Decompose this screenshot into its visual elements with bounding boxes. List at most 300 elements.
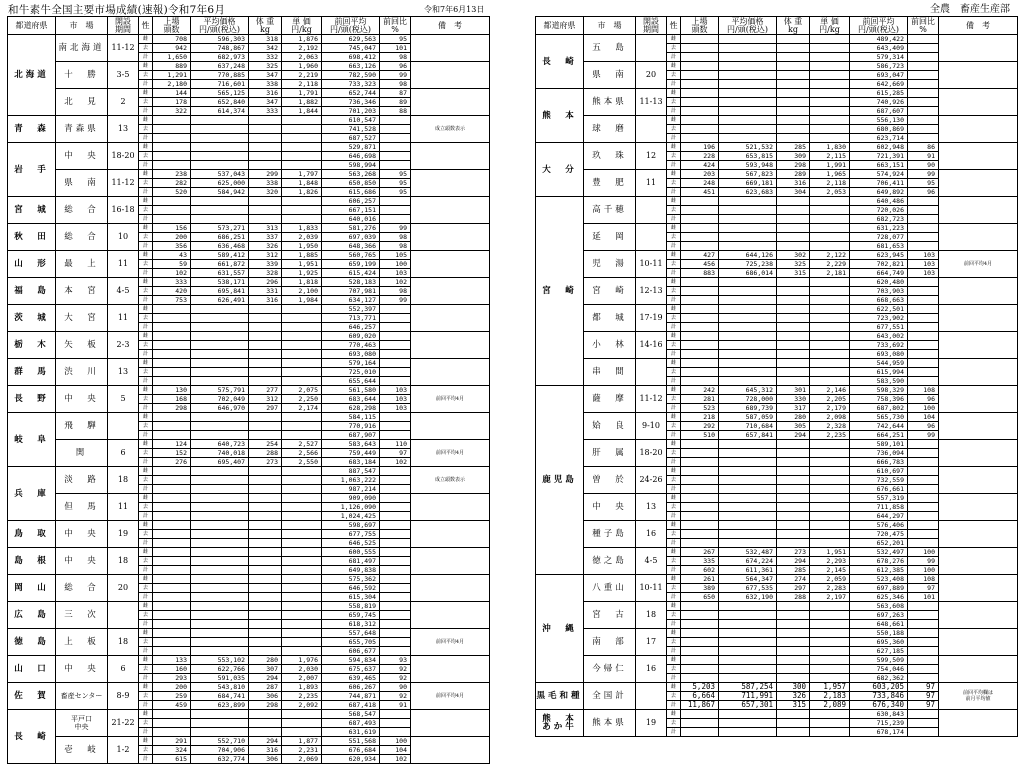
- unit-price-cell: [282, 134, 322, 143]
- ratio-cell: [908, 530, 939, 539]
- column-header: 備 考: [411, 17, 490, 35]
- weight-cell: [249, 350, 282, 359]
- prev-avg-cell: 631,223: [850, 224, 908, 233]
- weight-cell: [777, 539, 810, 548]
- prev-avg-cell: 625,346: [850, 593, 908, 602]
- avg-price-cell: [191, 494, 249, 503]
- head-count-cell: 6,664: [681, 692, 719, 701]
- prefecture-cell: 宮 城: [8, 197, 56, 224]
- prefecture-cell: 山 口: [8, 656, 56, 683]
- market-cell: 八重山: [584, 575, 636, 602]
- weight-cell: [777, 305, 810, 314]
- weight-cell: 294: [249, 674, 282, 683]
- page-title: 和牛素牛全国主要市場成績(速報)令和7年6月: [8, 4, 226, 16]
- sex-cell: 雌: [139, 332, 153, 341]
- ratio-cell: 93: [380, 656, 411, 665]
- table-row: [536, 656, 1018, 665]
- prev-avg-cell: 609,020: [322, 332, 380, 341]
- remarks-cell: [939, 386, 1018, 413]
- ratio-cell: 88: [380, 107, 411, 116]
- table-row: [8, 332, 490, 341]
- unit-price-cell: [810, 71, 850, 80]
- unit-price-cell: [282, 476, 322, 485]
- unit-price-cell: [810, 638, 850, 647]
- sex-cell: 去: [667, 314, 681, 323]
- market-cell: 飛 騨: [56, 413, 108, 440]
- head-count-cell: 427: [681, 251, 719, 260]
- sex-cell: 計: [139, 647, 153, 656]
- ratio-cell: [908, 62, 939, 71]
- days-cell: [108, 602, 139, 629]
- weight-cell: 313: [249, 224, 282, 233]
- ratio-cell: [380, 710, 411, 719]
- column-header: 単 価 円/kg: [282, 17, 322, 35]
- avg-price-cell: 623,899: [191, 701, 249, 710]
- ratio-cell: 98: [380, 233, 411, 242]
- head-count-cell: [153, 368, 191, 377]
- prefecture-cell: 広 島: [8, 602, 56, 629]
- sex-cell: 去: [139, 98, 153, 107]
- unit-price-cell: [810, 242, 850, 251]
- sex-cell: 計: [667, 485, 681, 494]
- weight-cell: 317: [777, 404, 810, 413]
- unit-price-cell: 2,181: [810, 269, 850, 278]
- prefecture-cell: 群 馬: [8, 359, 56, 386]
- ratio-cell: [908, 620, 939, 629]
- head-count-cell: 156: [153, 224, 191, 233]
- prev-avg-cell: 663,126: [322, 62, 380, 71]
- sex-cell: 雌: [139, 197, 153, 206]
- unit-price-cell: 1,877: [282, 737, 322, 746]
- prev-avg-cell: 732,559: [850, 476, 908, 485]
- avg-price-cell: 591,035: [191, 674, 249, 683]
- unit-price-cell: 1,830: [810, 143, 850, 152]
- sex-cell: 雌: [139, 89, 153, 98]
- avg-price-cell: [191, 557, 249, 566]
- sex-cell: 雌: [139, 548, 153, 557]
- unit-price-cell: 2,007: [282, 674, 322, 683]
- weight-cell: [249, 431, 282, 440]
- sex-cell: 計: [667, 215, 681, 224]
- prev-avg-cell: 529,871: [322, 143, 380, 152]
- ratio-cell: 97: [380, 449, 411, 458]
- prefecture-cell: 岩 手: [8, 143, 56, 197]
- weight-cell: [777, 341, 810, 350]
- head-count-cell: 144: [153, 89, 191, 98]
- prev-avg-cell: 681,497: [322, 557, 380, 566]
- prev-avg-cell: 628,298: [322, 404, 380, 413]
- market-cell: 玖 珠: [584, 143, 636, 170]
- avg-price-cell: [191, 431, 249, 440]
- weight-cell: [249, 332, 282, 341]
- head-count-cell: [153, 485, 191, 494]
- avg-price-cell: 532,487: [719, 548, 777, 557]
- avg-price-cell: 623,683: [719, 188, 777, 197]
- head-count-cell: [681, 134, 719, 143]
- head-count-cell: 218: [681, 413, 719, 422]
- head-count-cell: [681, 485, 719, 494]
- column-header: 性: [139, 17, 153, 35]
- head-count-cell: 389: [681, 584, 719, 593]
- sex-cell: 去: [667, 98, 681, 107]
- weight-cell: [249, 323, 282, 332]
- unit-price-cell: [810, 215, 850, 224]
- unit-price-cell: 2,146: [810, 386, 850, 395]
- weight-cell: [777, 44, 810, 53]
- weight-cell: [249, 593, 282, 602]
- avg-price-cell: 622,766: [191, 665, 249, 674]
- unit-price-cell: [282, 467, 322, 476]
- days-cell: 18-20: [636, 440, 667, 467]
- weight-cell: [249, 125, 282, 134]
- head-count-cell: [681, 638, 719, 647]
- weight-cell: [777, 89, 810, 98]
- unit-price-cell: [810, 377, 850, 386]
- avg-price-cell: 521,532: [719, 143, 777, 152]
- weight-cell: [777, 134, 810, 143]
- prev-avg-cell: 575,362: [322, 575, 380, 584]
- ratio-cell: 96: [908, 422, 939, 431]
- avg-price-cell: [191, 485, 249, 494]
- head-count-cell: [153, 521, 191, 530]
- market-cell: 南北海道: [56, 35, 108, 62]
- ratio-cell: [908, 710, 939, 719]
- prev-avg-cell: 620,934: [322, 755, 380, 764]
- sex-cell: 去: [139, 71, 153, 80]
- column-header: 単 価 円/kg: [810, 17, 850, 35]
- unit-price-cell: 2,039: [282, 233, 322, 242]
- head-count-cell: [681, 665, 719, 674]
- sex-cell: 去: [667, 503, 681, 512]
- sex-cell: 去: [667, 206, 681, 215]
- head-count-cell: 424: [681, 161, 719, 170]
- head-count-cell: [681, 494, 719, 503]
- ratio-cell: [380, 431, 411, 440]
- right-table-panel: [535, 16, 1018, 737]
- weight-cell: 318: [249, 35, 282, 44]
- sex-cell: 去: [139, 314, 153, 323]
- weight-cell: [249, 710, 282, 719]
- avg-price-cell: 631,557: [191, 269, 249, 278]
- ratio-cell: 102: [380, 755, 411, 764]
- ratio-cell: [908, 44, 939, 53]
- head-count-cell: 322: [153, 107, 191, 116]
- avg-price-cell: 653,815: [719, 152, 777, 161]
- prev-avg-cell: 552,397: [322, 305, 380, 314]
- head-count-cell: [681, 341, 719, 350]
- sex-cell: 計: [139, 593, 153, 602]
- weight-cell: 332: [249, 53, 282, 62]
- prev-avg-cell: 659,745: [322, 611, 380, 620]
- avg-price-cell: [719, 35, 777, 44]
- days-cell: 11: [108, 251, 139, 278]
- head-count-cell: [681, 611, 719, 620]
- weight-cell: [249, 728, 282, 737]
- ratio-cell: [380, 152, 411, 161]
- head-count-cell: [681, 89, 719, 98]
- avg-price-cell: 652,840: [191, 98, 249, 107]
- weight-cell: [777, 98, 810, 107]
- prev-avg-cell: 664,749: [850, 269, 908, 278]
- prev-avg-cell: 581,276: [322, 224, 380, 233]
- sex-cell: 去: [667, 449, 681, 458]
- head-count-cell: [681, 332, 719, 341]
- avg-price-cell: [191, 422, 249, 431]
- days-cell: 16: [636, 656, 667, 683]
- sex-cell: 計: [139, 566, 153, 575]
- prev-avg-cell: 602,948: [850, 143, 908, 152]
- prev-avg-cell: 568,547: [322, 710, 380, 719]
- sex-cell: 計: [139, 161, 153, 170]
- unit-price-cell: [282, 341, 322, 350]
- ratio-cell: [380, 143, 411, 152]
- head-count-cell: 168: [153, 395, 191, 404]
- avg-price-cell: 644,126: [719, 251, 777, 260]
- avg-price-cell: [719, 287, 777, 296]
- ratio-cell: 92: [380, 665, 411, 674]
- sex-cell: 去: [139, 125, 153, 134]
- market-cell: 総 合: [56, 224, 108, 251]
- prefecture-cell: 長 崎: [8, 710, 56, 764]
- days-cell: 8-9: [108, 683, 139, 710]
- weight-cell: [777, 323, 810, 332]
- avg-price-cell: [719, 602, 777, 611]
- prev-avg-cell: 742,644: [850, 422, 908, 431]
- market-cell: 大 宮: [56, 305, 108, 332]
- avg-price-cell: [191, 134, 249, 143]
- ratio-cell: [380, 215, 411, 224]
- ratio-cell: [380, 323, 411, 332]
- prefecture-cell: 青 森: [8, 116, 56, 143]
- ratio-cell: [908, 53, 939, 62]
- sex-cell: 計: [667, 188, 681, 197]
- head-count-cell: 242: [681, 386, 719, 395]
- unit-price-cell: [282, 710, 322, 719]
- days-cell: 11: [108, 494, 139, 521]
- prev-avg-cell: 606,677: [322, 647, 380, 656]
- head-count-cell: [681, 539, 719, 548]
- ratio-cell: [380, 332, 411, 341]
- remarks-cell: 前回平均4月: [411, 683, 490, 710]
- head-count-cell: 708: [153, 35, 191, 44]
- column-header: 市 場: [56, 17, 108, 35]
- ratio-cell: [380, 566, 411, 575]
- sex-cell: 雌: [667, 35, 681, 44]
- head-count-cell: 200: [153, 683, 191, 692]
- table-row: [536, 467, 1018, 476]
- weight-cell: 301: [777, 386, 810, 395]
- unit-price-cell: [810, 674, 850, 683]
- avg-price-cell: [719, 206, 777, 215]
- prev-avg-cell: 586,723: [850, 62, 908, 71]
- unit-price-cell: [810, 647, 850, 656]
- sex-cell: 雌: [667, 494, 681, 503]
- weight-cell: [249, 314, 282, 323]
- head-count-cell: [153, 323, 191, 332]
- head-count-cell: [681, 197, 719, 206]
- weight-cell: [777, 503, 810, 512]
- unit-price-cell: 1,960: [282, 62, 322, 71]
- prev-avg-cell: 687,493: [322, 719, 380, 728]
- prev-avg-cell: 655,644: [322, 377, 380, 386]
- avg-price-cell: [719, 485, 777, 494]
- unit-price-cell: [282, 368, 322, 377]
- column-header: 上場 頭数: [681, 17, 719, 35]
- head-count-cell: [153, 557, 191, 566]
- sex-cell: 計: [667, 80, 681, 89]
- unit-price-cell: [810, 314, 850, 323]
- head-count-cell: 2,180: [153, 80, 191, 89]
- prev-avg-cell: 557,319: [850, 494, 908, 503]
- unit-price-cell: 2,293: [810, 557, 850, 566]
- ratio-cell: [908, 107, 939, 116]
- market-cell: 畜産センター: [56, 683, 108, 710]
- column-header: 市 場: [584, 17, 636, 35]
- unit-price-cell: [282, 332, 322, 341]
- avg-price-cell: [191, 728, 249, 737]
- sex-cell: 雌: [667, 359, 681, 368]
- market-cell: 矢 板: [56, 332, 108, 359]
- sex-cell: 計: [667, 458, 681, 467]
- avg-price-cell: 748,867: [191, 44, 249, 53]
- left-table-panel: [7, 16, 490, 764]
- prev-avg-cell: 643,002: [850, 332, 908, 341]
- sex-cell: 計: [139, 80, 153, 89]
- table-row: [536, 413, 1018, 422]
- ratio-cell: [380, 350, 411, 359]
- organization: 全農 畜産生産部: [930, 4, 1010, 15]
- days-cell: 17: [636, 629, 667, 656]
- unit-price-cell: [810, 305, 850, 314]
- sex-cell: 雌: [139, 440, 153, 449]
- sex-cell: 計: [139, 728, 153, 737]
- sex-cell: 計: [139, 431, 153, 440]
- unit-price-cell: [810, 134, 850, 143]
- prev-avg-cell: 677,551: [850, 323, 908, 332]
- remarks-cell: [411, 521, 490, 548]
- weight-cell: [777, 314, 810, 323]
- head-count-cell: [681, 458, 719, 467]
- ratio-cell: [908, 359, 939, 368]
- prev-avg-cell: 687,907: [322, 431, 380, 440]
- market-cell: 北 見: [56, 89, 108, 116]
- days-cell: 6: [108, 656, 139, 683]
- prev-avg-cell: 693,080: [850, 350, 908, 359]
- avg-price-cell: 695,407: [191, 458, 249, 467]
- ratio-cell: [908, 512, 939, 521]
- weight-cell: [777, 125, 810, 134]
- avg-price-cell: [719, 44, 777, 53]
- sex-cell: 計: [667, 431, 681, 440]
- avg-price-cell: 740,018: [191, 449, 249, 458]
- remarks-cell: [939, 710, 1018, 737]
- prev-avg-cell: 583,590: [850, 377, 908, 386]
- unit-price-cell: 1,991: [810, 161, 850, 170]
- sex-cell: 雌: [667, 521, 681, 530]
- unit-price-cell: 1,826: [282, 188, 322, 197]
- prev-avg-cell: 741,528: [322, 125, 380, 134]
- prev-avg-cell: 615,424: [322, 269, 380, 278]
- avg-price-cell: [719, 62, 777, 71]
- weight-cell: 330: [777, 395, 810, 404]
- prev-avg-cell: 579,164: [322, 359, 380, 368]
- head-count-cell: [153, 539, 191, 548]
- head-count-cell: [681, 206, 719, 215]
- weight-cell: 254: [249, 440, 282, 449]
- weight-cell: [249, 215, 282, 224]
- ratio-cell: 98: [380, 53, 411, 62]
- sex-cell: 計: [667, 404, 681, 413]
- sex-cell: 去: [667, 611, 681, 620]
- prefecture-cell: 鹿児島: [536, 386, 584, 575]
- table-row: [8, 170, 490, 179]
- days-cell: 19: [636, 710, 667, 737]
- head-count-cell: 281: [681, 395, 719, 404]
- ratio-cell: 96: [380, 62, 411, 71]
- prefecture-cell: 岡 山: [8, 575, 56, 602]
- ratio-cell: [908, 665, 939, 674]
- prev-avg-cell: 728,077: [850, 233, 908, 242]
- avg-price-cell: [719, 215, 777, 224]
- prev-avg-cell: 532,497: [850, 548, 908, 557]
- ratio-cell: [380, 530, 411, 539]
- avg-price-cell: [719, 539, 777, 548]
- table-row: [8, 413, 490, 422]
- unit-price-cell: [282, 152, 322, 161]
- weight-cell: 316: [249, 746, 282, 755]
- unit-price-cell: [810, 512, 850, 521]
- avg-price-cell: [719, 350, 777, 359]
- unit-price-cell: [810, 98, 850, 107]
- days-cell: 16-18: [108, 197, 139, 224]
- prev-avg-cell: 723,902: [850, 314, 908, 323]
- unit-price-cell: 2,229: [810, 260, 850, 269]
- sex-cell: 計: [139, 323, 153, 332]
- days-cell: 11-12: [108, 35, 139, 62]
- ratio-cell: 108: [908, 386, 939, 395]
- ratio-cell: [380, 422, 411, 431]
- unit-price-cell: 2,550: [282, 458, 322, 467]
- ratio-cell: [908, 305, 939, 314]
- days-cell: 5: [108, 386, 139, 413]
- unit-price-cell: [810, 278, 850, 287]
- sex-cell: 雌: [139, 629, 153, 638]
- unit-price-cell: 1,818: [282, 278, 322, 287]
- column-header: 開設 期間: [636, 17, 667, 35]
- market-cell: 県 南: [56, 170, 108, 197]
- unit-price-cell: [282, 611, 322, 620]
- sex-cell: 雌: [667, 224, 681, 233]
- weight-cell: [249, 503, 282, 512]
- prev-avg-cell: 682,723: [850, 215, 908, 224]
- ratio-cell: [908, 503, 939, 512]
- table-row: [8, 683, 490, 692]
- avg-price-cell: [719, 323, 777, 332]
- remarks-cell: [939, 629, 1018, 656]
- avg-price-cell: [719, 332, 777, 341]
- market-table-right: [535, 16, 1018, 737]
- ratio-cell: [908, 638, 939, 647]
- table-row: [8, 305, 490, 314]
- avg-price-cell: 702,049: [191, 395, 249, 404]
- prev-avg-cell: 682,362: [850, 674, 908, 683]
- unit-price-cell: 2,030: [282, 665, 322, 674]
- head-count-cell: [153, 431, 191, 440]
- prev-avg-cell: 634,127: [322, 296, 380, 305]
- unit-price-cell: [810, 296, 850, 305]
- weight-cell: 338: [249, 179, 282, 188]
- avg-price-cell: [719, 278, 777, 287]
